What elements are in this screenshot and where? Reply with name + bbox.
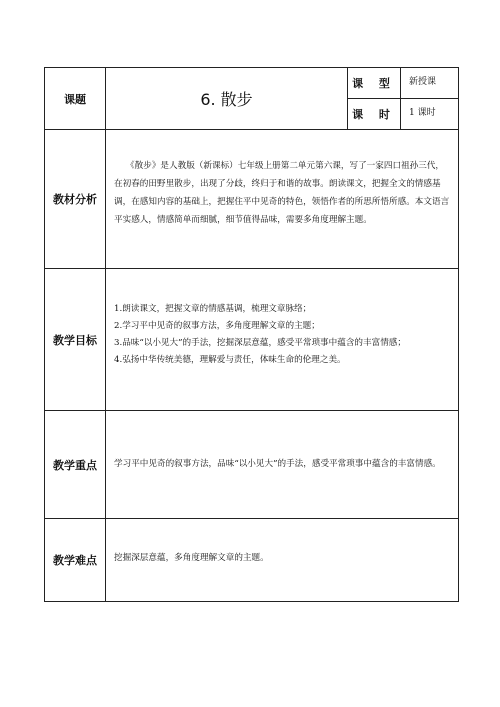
lesson-type-value: 新授课 bbox=[401, 68, 459, 99]
class-period-value: 1 课时 bbox=[401, 99, 459, 130]
material-analysis-label: 教材分析 bbox=[45, 130, 106, 269]
topic-label: 课题 bbox=[45, 68, 106, 130]
material-analysis-cell bbox=[106, 130, 459, 269]
goal-item: 1.朗读课文，把握文章的情感基调，梳理文章脉络； bbox=[114, 304, 312, 314]
teaching-goals-cell bbox=[106, 269, 459, 411]
key-points-text: 学习平中见奇的叙事方法，品味“以小见大”的手法，感受平常琐事中蕴含的丰富情感。 bbox=[114, 459, 441, 469]
goal-item: 2.学习平中见奇的叙事方法，多角度理解文章的主题； bbox=[114, 321, 320, 331]
material-analysis-text: 《散步》是人教版（新课标）七年级上册第二单元第六课，写了一家四口祖孙三代，在初春的田野里散步，出现了分歧，终归于和谐的故事。朗读课文，把握全文的情感基调，在感知内容的基础上，把握住平中见奇的特色，领悟作者的所思所悟所感。本文语言平实感人，情感简单而细腻，细节值得品味，需要多角度理解主题。 bbox=[114, 161, 450, 225]
class-period-label: 课 时 bbox=[348, 99, 401, 130]
key-points-label: 教学重点 bbox=[45, 411, 106, 519]
goal-item: 3.品味“以小见大”的手法，挖掘深层意蕴，感受平常琐事中蕴含的丰富情感； bbox=[114, 338, 406, 348]
difficult-points-label: 教学难点 bbox=[45, 519, 106, 602]
lesson-title: 6. 散步 bbox=[106, 68, 348, 130]
teaching-goals-label: 教学目标 bbox=[45, 269, 106, 411]
lesson-type-label: 课 型 bbox=[348, 68, 401, 99]
teaching-goals-list bbox=[114, 301, 450, 369]
lesson-plan-table bbox=[44, 67, 459, 602]
difficult-points-cell bbox=[106, 519, 459, 602]
difficult-points-text: 挖掘深层意蕴，多角度理解文章的主题。 bbox=[114, 553, 269, 563]
key-points-cell bbox=[106, 411, 459, 519]
goal-item: 4.弘扬中华传统美德，理解爱与责任，体味生命的伦理之美。 bbox=[114, 355, 346, 365]
